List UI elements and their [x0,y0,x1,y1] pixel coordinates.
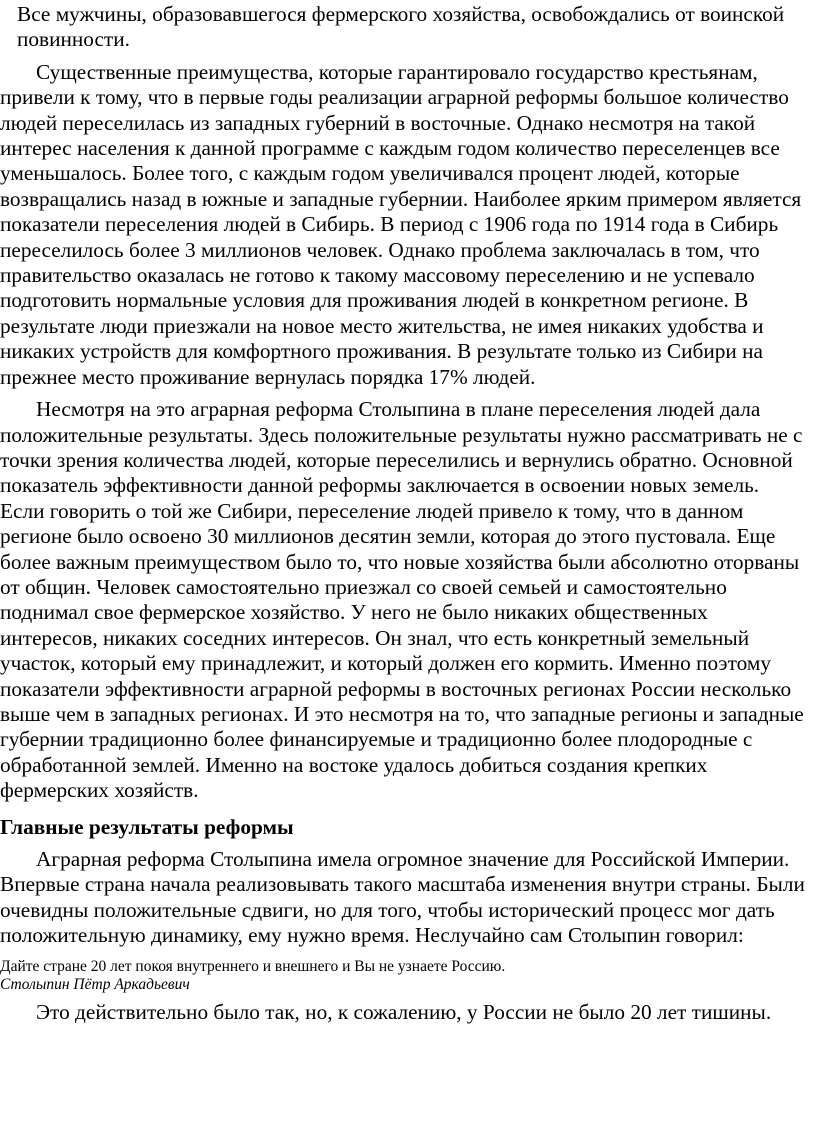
quote-author: Столыпин Пётр Аркадьевич [0,975,190,993]
paragraph-2: Существенные преимущества, которые гарантировало государство крестьянам, привели к тому, что в первые годы реализации аграрной реформы большое количество людей переселилась из западных губерний в восточные. Однако несмотря на такой интерес населения к данной программе с каждым годом количество переселенцев все уменьшалось. Более того, с каждым годом увеличивался процент людей, которые возвращались назад в южные и западные губернии. Наиболее ярким примером является показатели переселения людей в Сибирь. В период с 1906 года по 1914 года в Сибирь переселилось более 3 миллионов человек. Однако проблема заключалась в том, что правительство оказалась не готово к такому массовому переселению и не успевало подготовить нормальные условия для проживания людей в конкретном регионе. В результате люди приезжали на новое место жительства, не имея никаких удобства и никаких устройств для комфортного проживания. В результате только из Сибири на прежнее место проживание вернулась порядка 17% людей. [0,59,802,389]
quote-block [0,958,808,994]
paragraph-5: Это действительно было так, но, к сожалению, у России не было 20 лет тишины. [36,999,772,1024]
section-heading: Главные результаты реформы [0,814,294,839]
paragraph-3: Несмотря на это аграрная реформа Столыпина в плане переселения людей дала положительные результаты. Здесь положительные результаты нужно рассматривать не с точки зрения количества людей, которые переселились и вернулись обратно. Основной показатель эффективности данной реформы заключается в освоении новых земель. Если говорить о той же Сибири, переселение людей привело к тому, что в данном регионе было освоено 30 миллионов десятин земли, которая до этого пустовала. Еще более важным преимуществом было то, что новые хозяйства были абсолютно оторваны от общин. Человек самостоятельно приезжал со своей семьей и самостоятельно поднимал свое фермерское хозяйство. У него не было никаких общественных интересов, никаких соседних интересов. Он знал, что есть конкретный земельный участок, который ему принадлежит, и который должен его кормить. Именно поэтому показатели эффективности аграрной реформы в восточных регионах России несколько выше чем в западных регионах. И это несмотря на то, что западные регионы и западные губернии традиционно более финансируемые и традиционно более плодородные с обработанной землей. Именно на востоке удалось добиться создания крепких фермерских хозяйств. [0,397,804,803]
paragraph-4: Аграрная реформа Столыпина имела огромное значение для Российской Империи. Впервые страна начала реализовывать такого масштаба изменения внутри страны. Были очевидны положительные сдвиги, но для того, чтобы исторический процесс мог дать положительную динамику, ему нужно время. Неслучайно сам Столыпин говорил: [0,847,805,948]
paragraph-1: Все мужчины, образовавшегося фермерского хозяйства, освобождались от воинской повинности. [17,2,785,52]
quote-text: Дайте стране 20 лет покоя внутреннего и внешнего и Вы не узнаете Россию. [0,957,506,975]
